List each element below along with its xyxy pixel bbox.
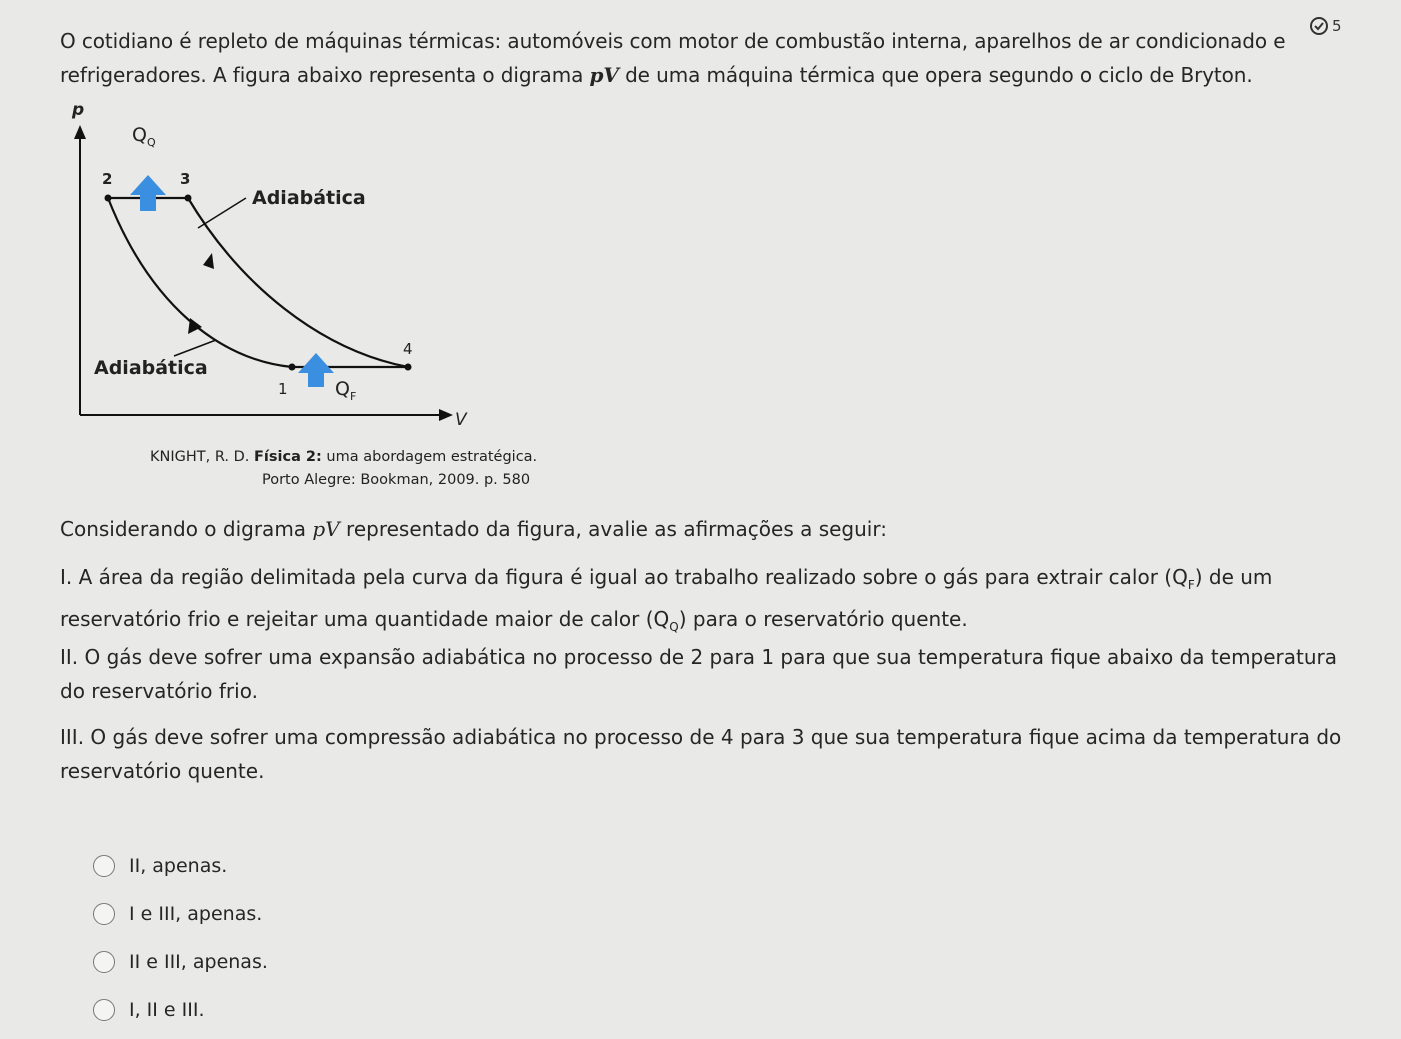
q-hot-label: $Q_Q$	[132, 124, 156, 149]
option-4[interactable]	[93, 986, 268, 1034]
point-3-dot	[185, 195, 192, 202]
q-cold-label: $Q_F$	[335, 378, 357, 403]
point-2-dot	[105, 195, 112, 202]
adiabat-3-4	[188, 198, 408, 367]
question-intro	[60, 24, 1330, 92]
badge-count: 5	[1332, 17, 1342, 35]
heat-in-arrow	[130, 175, 166, 211]
adiabatic-bottom-label: Adiabática	[94, 357, 208, 379]
check-circle-icon	[1309, 16, 1329, 36]
point-3-label: 3	[180, 170, 191, 188]
radio-button[interactable]	[93, 855, 115, 877]
arrow-3-4	[203, 253, 214, 269]
heat-out-arrow	[298, 353, 334, 387]
option-label: I e III, apenas.	[129, 903, 263, 925]
option-3[interactable]	[93, 938, 268, 986]
option-label: I, II e III.	[129, 999, 205, 1021]
option-label: II e III, apenas.	[129, 951, 268, 973]
v-axis-arrow	[439, 409, 453, 421]
radio-button[interactable]	[93, 999, 115, 1021]
point-4-dot	[405, 364, 412, 371]
option-2[interactable]	[93, 890, 268, 938]
pv-symbol: pV	[589, 63, 619, 87]
answer-options	[93, 842, 268, 1034]
p-axis-arrow	[74, 125, 86, 139]
figure-reference: KNIGHT, R. D. Física 2: uma abordagem estratégica. Porto Alegre: Bookman, 2009. p. 580	[150, 446, 620, 492]
radio-button[interactable]	[93, 903, 115, 925]
statement-3: III. O gás deve sofrer uma compressão adiabática no processo de 4 para 3 que sua temperatura fique acima da temperatura do reservatório quente.	[60, 725, 1342, 783]
option-1[interactable]	[93, 842, 268, 890]
point-2-label: 2	[102, 170, 113, 188]
intro-text-1: O cotidiano é repleto de máquinas térmicas: automóveis com motor de combustão interna, aparelhos de ar condicionado e refrigeradores. A figura abaixo representa o digrama	[60, 29, 1286, 87]
adiabatic-top-label: Adiabática	[252, 187, 366, 209]
reference-publisher: Porto Alegre: Bookman, 2009. p. 580	[262, 472, 531, 488]
pv-symbol-2: pV	[312, 517, 340, 541]
consider-prompt: Considerando o digrama pV representado da figura, avalie as afirmações a seguir:	[60, 517, 887, 541]
axis-p-label: p	[72, 100, 85, 120]
radio-button[interactable]	[93, 951, 115, 973]
axis-v-label: V	[455, 410, 467, 430]
point-1-dot	[289, 364, 296, 371]
point-4-label: 4	[403, 340, 413, 358]
point-1-label: 1	[278, 380, 288, 398]
option-label: II, apenas.	[129, 855, 228, 877]
answered-badge	[1309, 16, 1342, 36]
statement-2: II. O gás deve sofrer uma expansão adiabática no processo de 2 para 1 para que sua temperatura fique abaixo da temperatura do reservatório frio.	[60, 645, 1338, 703]
arrow-2-1	[188, 318, 202, 334]
pv-diagram	[70, 95, 490, 435]
intro-text-2: de uma máquina térmica que opera segundo o ciclo de Bryton.	[618, 63, 1253, 87]
statement-1: I. A área da região delimitada pela curva da figura é igual ao trabalho realizado sobre o gás para extrair calor $(Q_F)$ de um reservatório frio e rejeitar uma quantidade maior de calor $(Q_Q)$ para o reservatório quente.	[60, 565, 1273, 634]
adiabat-2-1	[108, 198, 292, 367]
